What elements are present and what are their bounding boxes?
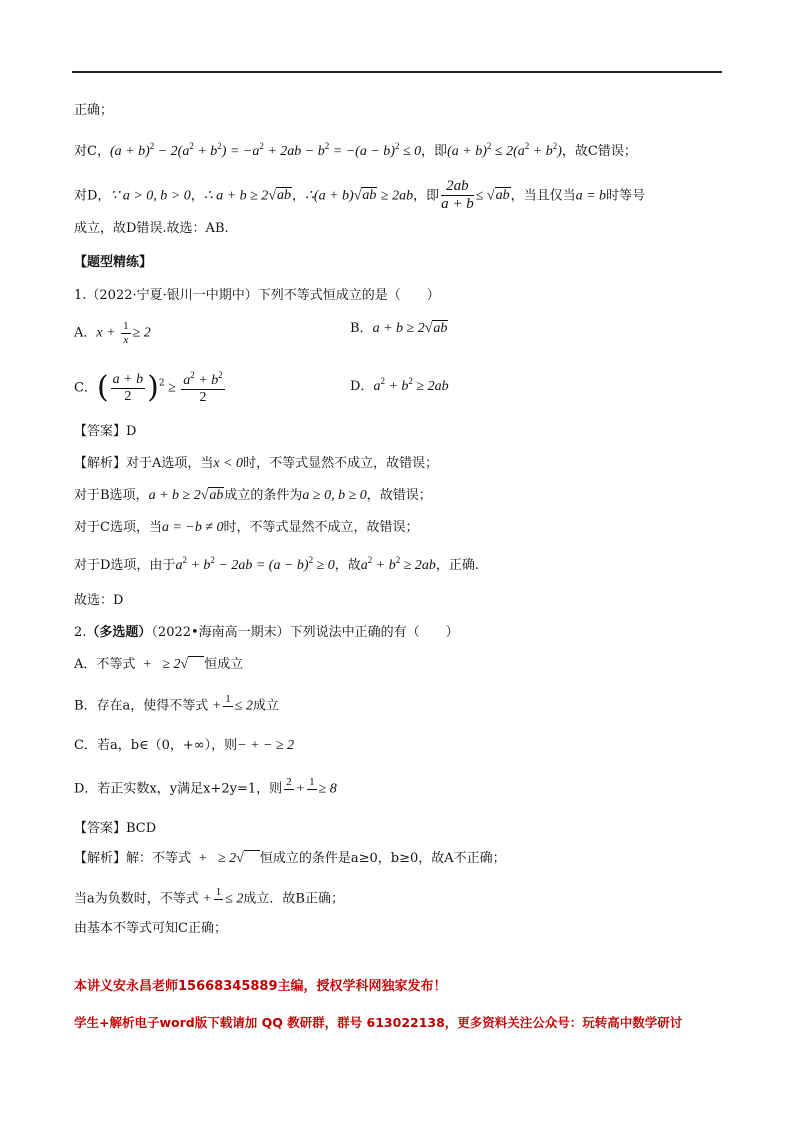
q1-option-b: B．a + b ≥ 2√ab: [350, 321, 448, 336]
text-line: 对C，$(a + b)^2 - 2(a^2 + b^2) = -a^2 + 2ab - b^2 = -(a - b)^2 \le 0$，即$(a + b)^2 \le 2(a^2 + b^2)$，故C错误；: [74, 141, 637, 159]
q1-option-d: D．$a^2 + b^2 \ge 2ab$: [350, 376, 449, 394]
q1-explanation: 对于D选项，由于$a^2 + b^2 - 2ab = (a - b)^2 \ge 0$，故$a^2 + b^2 \ge 2ab$，正确.: [74, 555, 480, 573]
q1-explanation: 对于B选项，a + b ≥ 2√ab成立的条件为a ≥ 0, b ≥ 0，故错误；: [74, 488, 432, 503]
q2-explanation: 由基本不等式可知C正确；: [74, 921, 227, 936]
text-line: 对D，∵ a > 0, b > 0，∴ a + b ≥ 2√ab，∴(a + b)√ab ≥ 2ab，即 $\frac{2ab}{a + b}$ ≤ √ab，当且仅当a = b时等号: [74, 178, 646, 213]
question-1-stem: 1.（2022·宁夏·银川一中期中）下列不等式恒成立的是（ ）: [74, 288, 440, 303]
q2-explanation: 当a为负数时，不等式 + 1 ≤ 2成立．故B正确；: [74, 886, 344, 907]
footer-notice: 本讲义安永昌老师15668345889主编，授权学科网独家发布！: [74, 979, 447, 994]
q1-explanation: 【解析】对于A选项，当x < 0时，不等式显然不成立，故错误；: [74, 456, 439, 471]
q1-explanation: 对于C选项，当a = −b ≠ 0时，不等式显然不成立，故错误；: [74, 520, 419, 535]
q1-option-a: A．x + $\frac{1}{x}$ ≥ 2: [74, 320, 151, 346]
q1-answer: 【答案】D: [74, 424, 137, 439]
q2-answer: 【答案】BCD: [74, 821, 157, 836]
footer-contact: 学生+解析电子word版下载请加 QQ 教研群，群号 613022138，更多资料关注公众号：玩转高中数学研讨: [74, 1015, 683, 1030]
q2-option-b: B．存在a，使得不等式 + 1 ≤ 2成立: [74, 693, 279, 714]
q1-option-c: C．( $\frac{a + b}{2}$ )$^2$ ≥ $\frac{a^2 + b^2}{2}$: [74, 370, 223, 406]
question-2-stem: 2.（多选题）（2022•海南高一期末）下列说法中正确的有（ ）: [74, 625, 459, 640]
text-line: 正确；: [74, 103, 114, 118]
section-heading: 【题型精练】: [74, 255, 153, 270]
q2-option-d: D．若正实数x，y满足x+2y=1，则 2 + 1 ≥ 8: [74, 776, 337, 797]
q2-option-a: A．不等式 + ≥ 2√ 恒成立: [74, 657, 244, 672]
q2-option-c: C．若a，b∈（0，+∞），则− + − ≥ 2: [74, 738, 295, 753]
q1-conclusion: 故选：D: [74, 593, 124, 608]
q2-explanation: 【解析】解：不等式 + ≥ 2√ 恒成立的条件是a≥0，b≥0，故A不正确；: [74, 851, 506, 866]
text-line: 成立，故D错误.故选：AB.: [74, 221, 229, 236]
header-rule: [72, 71, 722, 73]
